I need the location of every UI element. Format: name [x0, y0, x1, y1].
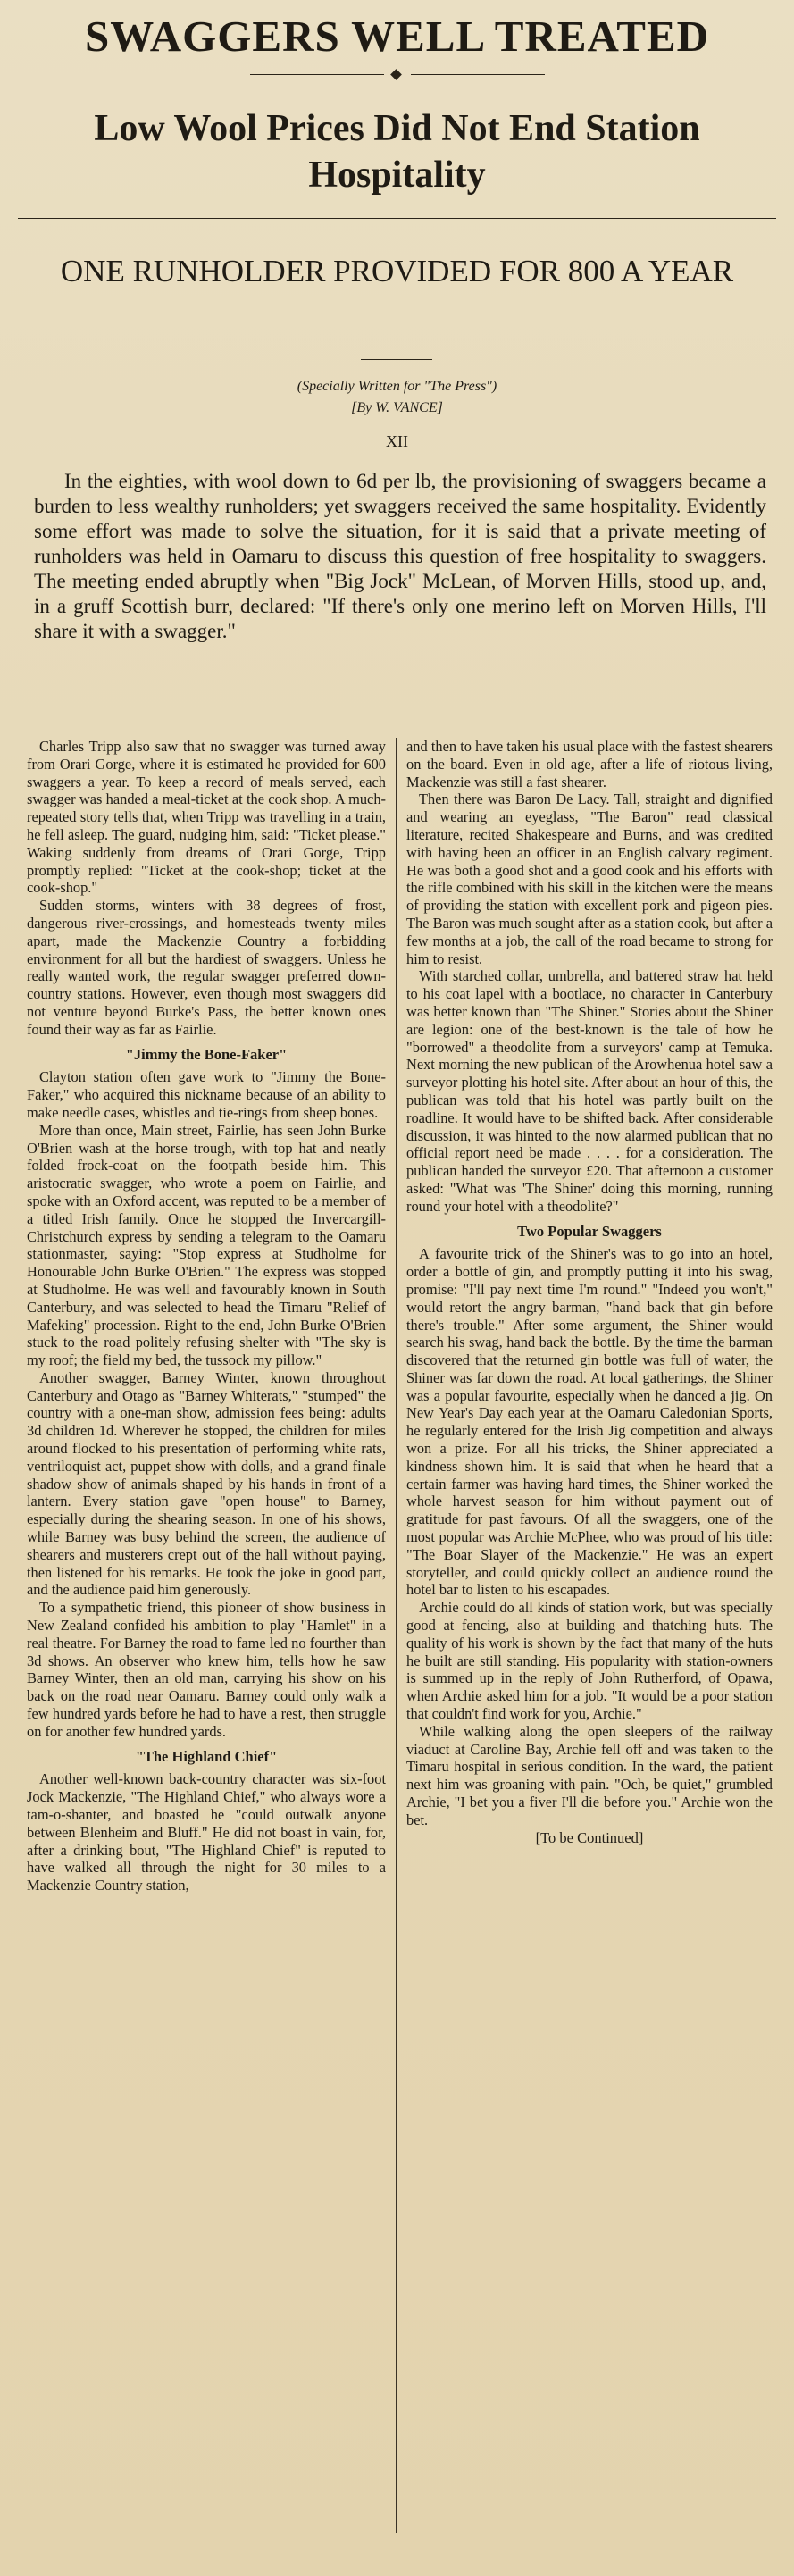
short-rule	[361, 359, 432, 360]
lead-paragraph: In the eighties, with wool down to 6d per lb, the provisioning of swaggers became a burden to less wealthy runholders; yet swaggers received the same hospitality. Evidently some effort was made to solve the situation, for it is said that a private meeting of runholders was held in Oamaru to discuss this question of free hospitality to swaggers. The meeting ended abruptly when "Big Jock" McLean, of Morven Hills, stood up, and, in a gruff Scottish burr, declared: "If there's only one merino left on Morven Hills, I'll share it with a swagger."	[34, 470, 766, 642]
paragraph: More than once, Main street, Fairlie, has seen John Burke O'Brien wash at the horse trough, with top hat and neatly folded frock-coat on the footpath beside him. This aristocratic swagger, who wrote a poem on Fairlie, and spoke with an Oxford accent, was reputed to be a member of a titled Irish family. Once he stopped the Invercargill-Christchurch express by sending a telegram to the Oamaru stationmaster, saying: "Stop express at Studholme for Honourable John Burke O'Brien." The express was stopped at Studholme. He was well and favourably known in South Canterbury, and was selected to head the Timaru "Relief of Mafeking" procession. Right to the end, John Burke O'Brien stuck to the road politely refusing shelter with "The sky is my roof; the field my bed, the tussock my pillow."	[27, 1121, 386, 1369]
paragraph: With starched collar, umbrella, and battered straw hat held to his coat lapel with a bootlace, no character in Canterbury was better known than "The Shiner." Stories about the Shiner are legion: one of the best-known is the tale of how he "borrowed" a theodolite from a surveyors' camp at Temuka. Next morning the new publican of the Arowhenua hotel saw a surveyor plotting his hotel site. After about an hour of this, the publican was told that his hotel was partly built on the roadline. It would have to be shifted back. After considerable discussion, it was hinted to the now alarmed publican that no official report need be made . . . . for a consideration. The publican handed the surveyor £20. That afternoon a customer asked: "What was 'The Shiner' doing this morning, running round your hotel with a theodolite?"	[406, 967, 773, 1215]
part-number: XII	[386, 432, 408, 450]
subhead: "Jimmy the Bone-Faker"	[125, 1045, 288, 1063]
credit-line: (Specially Written for "The Press")	[297, 379, 497, 394]
right-column	[406, 738, 773, 1846]
subhead: Two Popular Swaggers	[517, 1222, 662, 1240]
paragraph: A favourite trick of the Shiner's was to go into an hotel, order a bottle of gin, and promptly putting it into his swag, promise: "I'll pay next time I'm round." "Indeed you won't," would retort the angry barman, "hand back that gin before there's trouble." After some argument, the Shiner would search his swag, hand back the bottle. By the time the barman discovered that the returned gin bottle was full of water, the Shiner was far down the road. At local gatherings, the Shiner was a popular favourite, especially when he danced a jig. On New Year's Day each year at the Oamaru Caledonian Sports, he regularly entered for the Irish Jig competition and always won a prize. For all his tricks, the Shiner appreciated a kindness shown him. It is said that when he heard that a certain farmer was having hard times, the Shiner worked the whole harvest season for him without payment out of gratitude for past favours. Of all the swaggers, one of the most popular was Archie McPhee, who was proud of his title: "The Boar Slayer of the Mackenzie." He was an expert storyteller, and could quickly collect an audience round the hotel bar to listen to his escapades.	[406, 1245, 773, 1599]
ornament-line-right	[411, 74, 545, 75]
paragraph: Another well-known back-country character was six-foot Jock Mackenzie, "The Highland Chief," who always wore a tam-o-shanter, and boasted he "could outwalk anyone between Blenheim and Bluff." He did not boast in vain, for, after a drinking bout, "The Highland Chief" is reputed to have walked all through the night for 30 miles to a Mackenzie Country station,	[27, 1770, 386, 1894]
byline: [By W. VANCE]	[351, 400, 443, 415]
ornament-line-left	[250, 74, 384, 75]
subhead: "The Highland Chief"	[135, 1747, 278, 1765]
section-rule	[18, 218, 776, 219]
paragraph: and then to have taken his usual place with the fastest shearers on the board. Even in old age, after a life of riotous living, Mackenzie was still a fast shearer.	[406, 738, 773, 790]
paragraph: Another swagger, Barney Winter, known throughout Canterbury and Otago as "Barney Whiterats," "stumped" the country with a one-man show, admission fees being: adults 3d children 1d. Wherever he stopped, the children for miles around flocked to his presentation of performing white rats, ventriloquist act, puppet show with dolls, and a grand finale shadow show of animals shaped by his hands in front of a lantern. Every station gave "open house" to Barney, especially during the shearing season. In one of his shows, while Barney was busy behind the screen, the audience of shearers and musterers crept out of the hall without paying, then listened for his remarks. He took the joke in good part, and the audience paid him generously.	[27, 1368, 386, 1599]
paragraph: Archie could do all kinds of station work, but was specially good at fencing, also at building and thatching huts. The quality of his work is shown by the fact that many of the huts he built are still standing. His popularity with station-owners is summed up in the reply of John Rutherford, of Opawa, when Archie asked him for a job. "It would be a poor station that couldn't find work for you, Archie."	[406, 1599, 773, 1723]
paragraph: Sudden storms, winters with 38 degrees of frost, dangerous river-crossings, and homesteads twenty miles apart, made the Mackenzie Country a forbidding environment for all but the hardiest of swaggers. Unless he really wanted work, the regular swagger preferred down-country stations. However, even though most swaggers did not venture beyond Burke's Pass, the better known ones found their way as far as Fairlie.	[27, 897, 386, 1038]
diamond-ornament-icon	[390, 69, 402, 80]
paragraph: Clayton station often gave work to "Jimmy the Bone-Faker," who acquired this nickname because of an ability to make needle cases, whistles and tie-rings from sheep bones.	[27, 1068, 386, 1121]
deck-headline: ONE RUNHOLDER PROVIDED FOR 800 A YEAR	[60, 254, 734, 289]
headline: SWAGGERS WELL TREATED	[84, 12, 710, 61]
column-rule	[396, 738, 397, 2533]
continued-note: [To be Continued]	[535, 1828, 644, 1846]
paragraph: While walking along the open sleepers of the railway viaduct at Caroline Bay, Archie fell off and was taken to the Timaru hospital in serious condition. In the ward, the patient next him was groaning with pain. "Och, be quiet," grumbled Archie, "I bet you a fiver I'll die before you." Archie won the bet.	[406, 1722, 773, 1828]
paragraph: Charles Tripp also saw that no swagger was turned away from Orari Gorge, where it is estimated he provided for 600 swaggers a year. To keep a record of meals served, each swagger was handed a meal-ticket at the cook shop. A much-repeated story tells that, when Tripp was travelling in a train, he fell asleep. The guard, nudging him, said: "Ticket please." Waking suddenly from dreams of Orari Gorge, Tripp promptly replied: "Ticket at the cook-shop; ticket at the cook-shop."	[27, 738, 386, 897]
left-column	[27, 738, 386, 1894]
paragraph: To a sympathetic friend, this pioneer of show business in New Zealand confided his ambition to play "Hamlet" in a real theatre. For Barney the road to fame led no fourther than 3d shows. An observer who knew him, tells how he saw Barney Winter, then an old man, carrying his show on his back on the road near Oamaru. Barney could only walk a few hundred yards before he had to have a rest, then struggle on for another few hundred yards.	[27, 1599, 386, 1740]
subheadline: Low Wool Prices Did Not End Station Hospitality	[94, 108, 700, 196]
ornamental-rule	[250, 70, 545, 80]
paragraph: Then there was Baron De Lacy. Tall, straight and dignified and wearing an eyeglass, "The Baron" read classical literature, recited Shakespeare and Burns, and was credited with having been an officer in an English calvary regiment. He was both a good shot and a good cook and his efforts with the rifle combined with his skill in the kitchen were the means of providing the station with excellent pork and pigeon pies. The Baron was much sought after as a station cook, but after a few months at a job, the call of the road became to strong for him to resist.	[406, 790, 773, 967]
